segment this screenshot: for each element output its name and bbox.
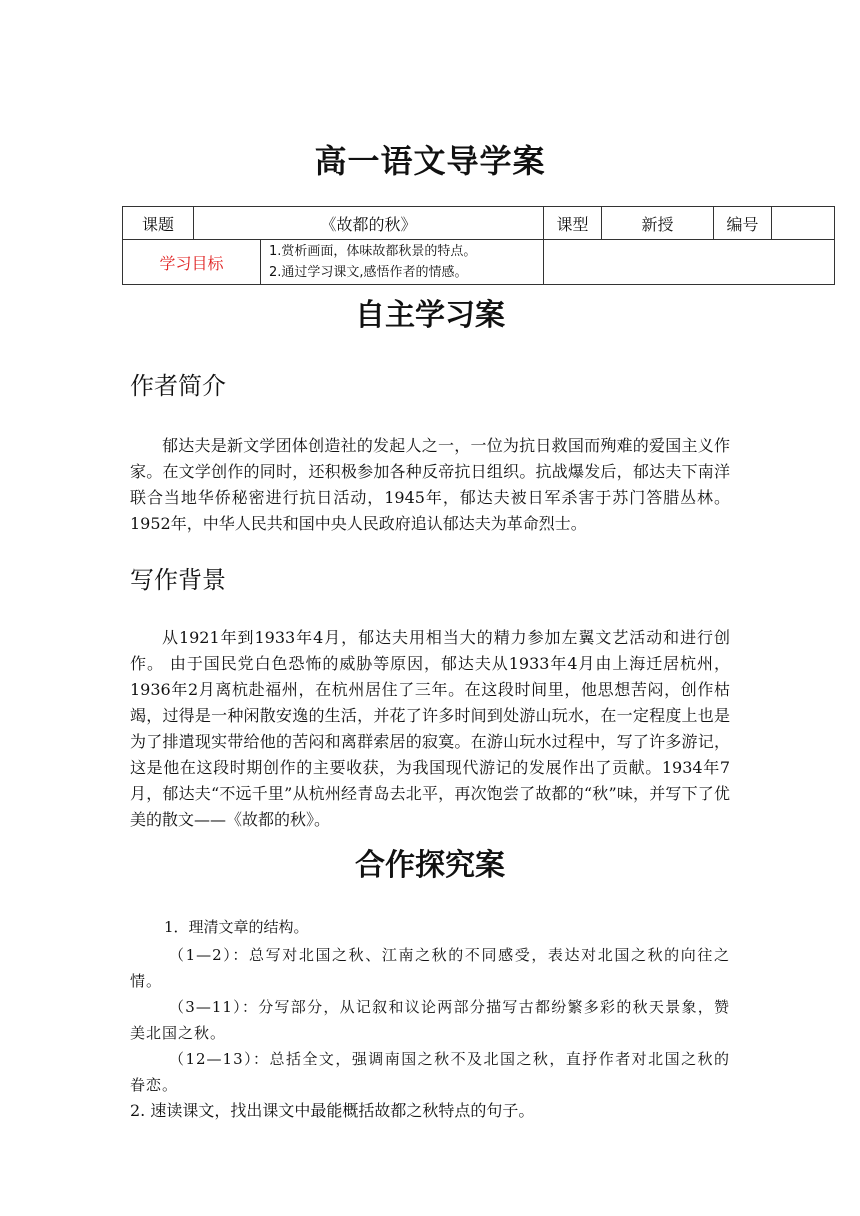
author-paragraph: 郁达夫是新文学团体创造社的发起人之一，一位为抗日救国而殉难的爱国主义作家。在文学创作的同时，还积极参加各种反帝抗日组织。抗战爆发后，郁达夫下南洋联合当地华侨秘密进行抗日活动，1945年，郁达夫被日军杀害于苏门答腊丛林。1952年，中华人民共和国中央人民政府追认郁达夫为革命烈士。 <box>130 436 730 533</box>
goals-list <box>261 240 543 284</box>
task-question-1: 1．理清文章的结构。 <box>164 918 309 936</box>
author-heading: 作者简介 <box>130 372 226 400</box>
number-label: 编号 <box>714 207 772 240</box>
goal-item: 2.通过学习课文,感悟作者的情感。 <box>269 265 468 280</box>
goals-label: 学习目标 <box>123 240 261 284</box>
goal-item: 1.赏析画面，体味故都秋景的特点。 <box>269 244 477 259</box>
section-title-self-study: 自主学习案 <box>355 298 505 333</box>
section-title-cooperative: 合作探究案 <box>355 848 505 883</box>
topic-value: 《故都的秋》 <box>194 207 544 240</box>
lesson-info-table <box>122 206 835 285</box>
list-item: （3—11）：分写部分，从记叙和议论两部分描写古都纷繁多彩的秋天景象，赞美北国之秋。 <box>130 998 730 1042</box>
type-label: 课型 <box>544 207 602 240</box>
list-item: （12—13）：总括全文，强调南国之秋不及北国之秋，直抒作者对北国之秋的眷恋。 <box>130 1050 730 1094</box>
table-row <box>123 240 835 285</box>
document-title: 高一语文导学案 <box>314 142 546 180</box>
number-value <box>772 207 835 240</box>
list-item: （1—2）：总写对北国之秋、江南之秋的不同感受，表达对北国之秋的向往之情。 <box>130 946 730 990</box>
task-list <box>130 914 730 1124</box>
background-heading: 写作背景 <box>130 566 226 594</box>
type-value: 新授 <box>602 207 714 240</box>
table-row <box>123 207 835 240</box>
task-question-2: 2. 速读课文，找出课文中最能概括故都之秋特点的句子。 <box>130 1101 535 1120</box>
topic-label: 课题 <box>123 207 194 240</box>
background-paragraph: 从1921年到1933年4月，郁达夫用相当大的精力参加左翼文艺活动和进行创作。 由于国民党白色恐怖的威胁等原因，郁达夫从1933年4月由上海迁居杭州，1936年2月离杭赴福州，在杭州居住了三年。在这段时间里，他思想苦闷，创作枯竭，过得是一种闲散安逸的生活，并花了许多时间到处游山玩水，在一定程度上也是为了排遣现实带给他的苦闷和离群索居的寂寞。在游山玩水过程中，写了许多游记，这是他在这段时期创作的主要收获，为我国现代游记的发展作出了贡献。1934年7月，郁达夫“不远千里”从杭州经青岛去北平，再次饱尝了故都的“秋”味，并写下了优美的散文——《故都的秋》。 <box>130 628 730 829</box>
